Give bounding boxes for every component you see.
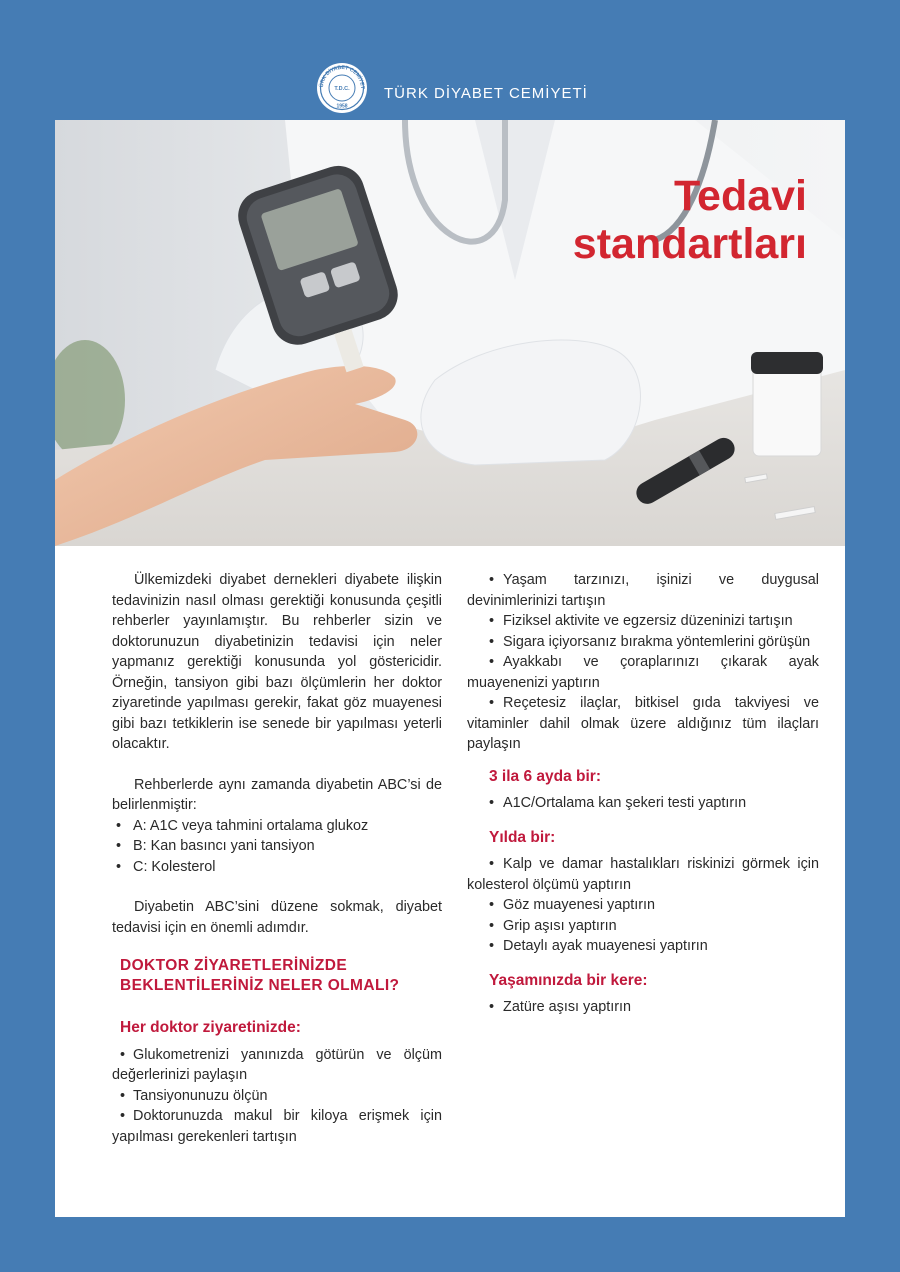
list-item: • Ayakkabı ve çoraplarınızı çıkarak ayak muayenenizi yaptırın xyxy=(467,652,819,693)
visit-list-continued xyxy=(467,570,819,755)
header xyxy=(0,60,900,116)
abc-outro: Diyabetin ABC’sini düzene sokmak, diyabet tedavisi için en önemli adımdır. xyxy=(112,899,442,936)
list-item: • Reçetesiz ilaçlar, bitkisel gıda takviyesi ve vitaminler dahil olmak üzere aldığınız tüm ilaçları paylaşın xyxy=(467,693,819,755)
lifetime-heading: Yaşamınızda bir kere: xyxy=(489,971,648,989)
organization-name: TÜRK DİYABET CEMİYETİ xyxy=(384,85,588,102)
svg-text:TÜRK DİYABET CEMİYETİ: ÜRK DİYABET CEMİYET xyxy=(318,64,366,90)
section-heading: DOKTOR ZİYARETLERİNİZDE BEKLENTİLERİNİZ NELER OLMALI? xyxy=(120,957,400,994)
visit-heading: Her doktor ziyaretinizde: xyxy=(120,1019,301,1036)
title-line-1: Tedavi xyxy=(673,172,807,220)
intro-paragraph: Ülkemizdeki diyabet dernekleri diyabete ilişkin tedavinizin nasıl olması gerektiği konusunda çeşitli rehberler yayınlamıştır. Bu rehberler sizin ve doktorunuzun diyabetinizin tedavisi için neler yapmanız gerektiği konusunda yol göstericidir. Örneğin, tansiyon gibi bazı ölçümlerin her doktor ziyaretinde yapılması gerekir, fakat göz muayenesi gibi bazı tetkiklerin ise senede bir yapılması yeterli olacaktır. xyxy=(112,572,442,752)
svg-text:T.D.C.: T.D.C. xyxy=(334,86,350,92)
list-item: • Fiziksel aktivite ve egzersiz düzeninizi tartışın xyxy=(467,611,819,632)
list-item: • Tansiyonunuzu ölçün xyxy=(112,1086,442,1107)
yearly-list xyxy=(467,854,819,957)
six-month-list xyxy=(467,793,819,814)
list-item: • Sigara içiyorsanız bırakma yöntemlerini görüşün xyxy=(467,632,819,653)
title-line-2: standartları xyxy=(572,220,807,268)
list-item: • Doktorunuzda makul bir kiloya erişmek için yapılması gerekenleri tartışın xyxy=(112,1106,442,1147)
hero-photo xyxy=(55,120,845,546)
list-item: • Göz muayenesi yaptırın xyxy=(467,895,819,916)
abc-intro: Rehberlerde aynı zamanda diyabetin ABC’si de belirlenmiştir: xyxy=(112,776,442,813)
list-item: • Zatüre aşısı yaptırın xyxy=(467,997,819,1018)
list-item: • Glukometrenizi yanınızda götürün ve ölçüm değerlerinizi paylaşın xyxy=(112,1045,442,1086)
tdc-logo-icon xyxy=(316,62,368,114)
page-title xyxy=(487,172,807,268)
list-item: • A1C/Ortalama kan şekeri testi yaptırın xyxy=(467,793,819,814)
lifetime-list xyxy=(467,997,819,1018)
right-column xyxy=(467,570,819,1018)
list-item: • A: A1C veya tahmini ortalama glukoz xyxy=(112,816,442,837)
six-month-heading: 3 ila 6 ayda bir: xyxy=(489,767,601,785)
list-item: • Detaylı ayak muayenesi yaptırın xyxy=(467,936,819,957)
list-item: • B: Kan basıncı yani tansiyon xyxy=(112,836,442,857)
list-item: • Grip aşısı yaptırın xyxy=(467,916,819,937)
list-item: • Yaşam tarzınızı, işinizi ve duygusal devinimlerinizi tartışın xyxy=(467,570,819,611)
document-page xyxy=(55,120,845,1217)
list-item: • Kalp ve damar hastalıkları riskinizi görmek için kolesterol ölçümü yaptırın xyxy=(467,854,819,895)
list-item: • C: Kolesterol xyxy=(112,857,442,878)
svg-text:1958: 1958 xyxy=(336,103,348,110)
yearly-heading: Yılda bir: xyxy=(489,828,556,846)
left-column xyxy=(112,570,442,1147)
abc-list xyxy=(112,816,442,878)
visit-list xyxy=(112,1045,442,1148)
